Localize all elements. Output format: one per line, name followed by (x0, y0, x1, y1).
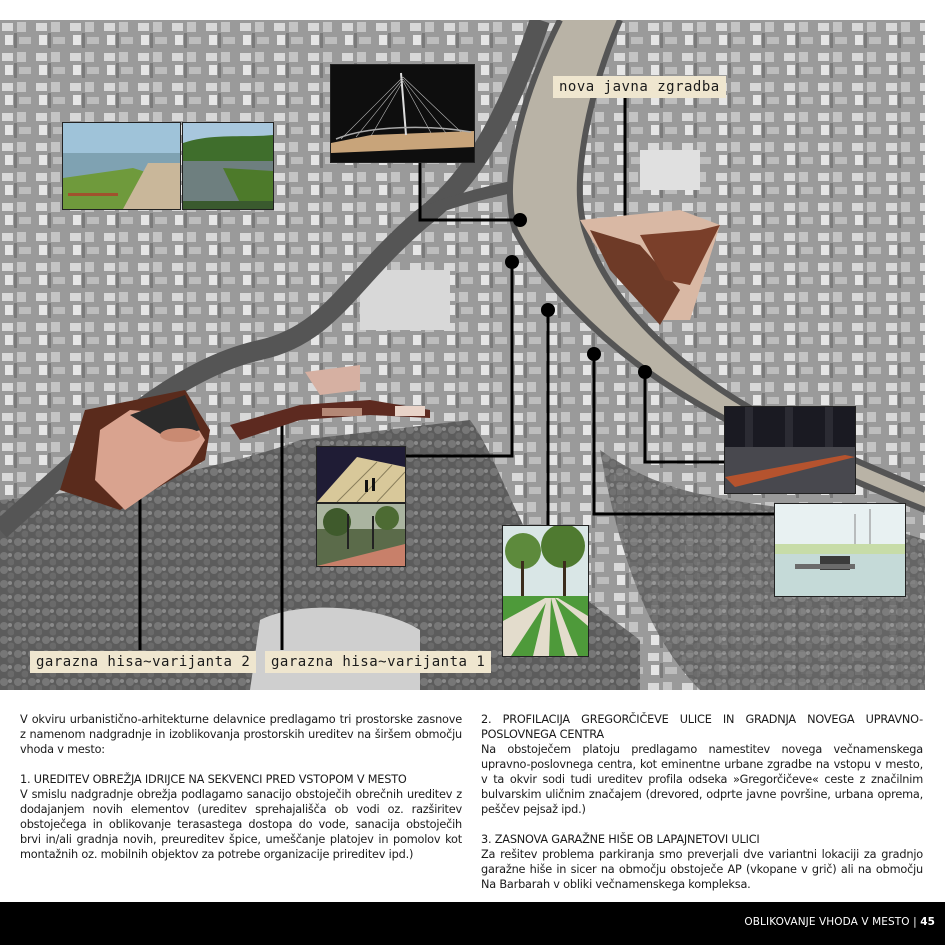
section-1-title: 1. UREDITEV OBREŽJA IDRIJCE NA SEKVENCI PRED VSTOPOM V MESTO (20, 773, 407, 786)
footer-section-title: OBLIKOVANJE VHODA V MESTO (744, 916, 910, 928)
plaza-photo (316, 446, 406, 503)
label-public-building: nova javna zgradba (553, 76, 726, 98)
bridge-photo (330, 64, 475, 163)
text-column-left (20, 712, 462, 862)
tree-avenue-photo (502, 525, 589, 657)
footer-separator: | (913, 916, 917, 928)
section-2-body: Na obstoječem platoju predlagamo namestitev novega večnamenskega upravno-poslovnega centra, kot eminentne urbane zgradbe na vstopu v mesto, v ta okvir sodi tudi ureditev profila odseka »Gregorčičeve« ceste z značilnim bulvarskim uličnim značajem (drevored, odprte javne površine, urbana oprema, peščev pejsaž ipd.) (481, 743, 923, 816)
intro-paragraph: V okviru urbanistično-arhitekturne delavnice predlagamo tri prostorske zasnove z namenom nadgradnje in izoblikovanja prostorskih ureditev na širšem območju vhoda v mesto: (20, 713, 462, 756)
section-3-title: 3. ZASNOVA GARAŽNE HIŠE OB LAPAJNETOVI ULICI (481, 833, 760, 846)
label-garage-variant-2: garazna hisa~varijanta 2 (30, 651, 256, 673)
river-photo (182, 122, 274, 210)
plaza-evening-photo (316, 503, 406, 567)
section-2-title: 2. PROFILACIJA GREGORČIČEVE ULICE IN GRADNJA NOVEGA UPRAVNO-POSLOVNEGA CENTRA (481, 713, 923, 741)
page-number: 45 (920, 916, 935, 928)
section-1-body: V smislu nadgradnje obrežja podlagamo sanacijo obstoječih obrečnih ureditev z dodajanjem novih elementov (ureditev sprehajališča ob vodi oz. razširitev obstoječega in oblikovanje terasastega dostopa do vode, sanacija obstoječih brvi in/ali gradnja novih, preureditev špice, umeščanje platojev in pomolov kot montažnih oz. mobilnih objektov za potrebe organizacije prireditev ipd.) (20, 788, 462, 861)
footer-bar (0, 902, 945, 945)
label-garage-variant-1: garazna hisa~varijanta 1 (265, 651, 491, 673)
footer-text (744, 916, 935, 928)
text-column-right (481, 712, 923, 892)
aerial-map (0, 20, 925, 690)
section-3-body: Za rešitev problema parkiranja smo preverjali dve variantni lokaciji za gradnjo garažne hiše in sicer na območju obstoječe AP (vkopane v grič) ali na območju Na Barbarah v obliki večnamenskega kompleksa. (481, 848, 923, 891)
footbridge-render (724, 406, 856, 494)
riverbank-photo (62, 122, 181, 210)
waterfront-render (774, 503, 906, 597)
